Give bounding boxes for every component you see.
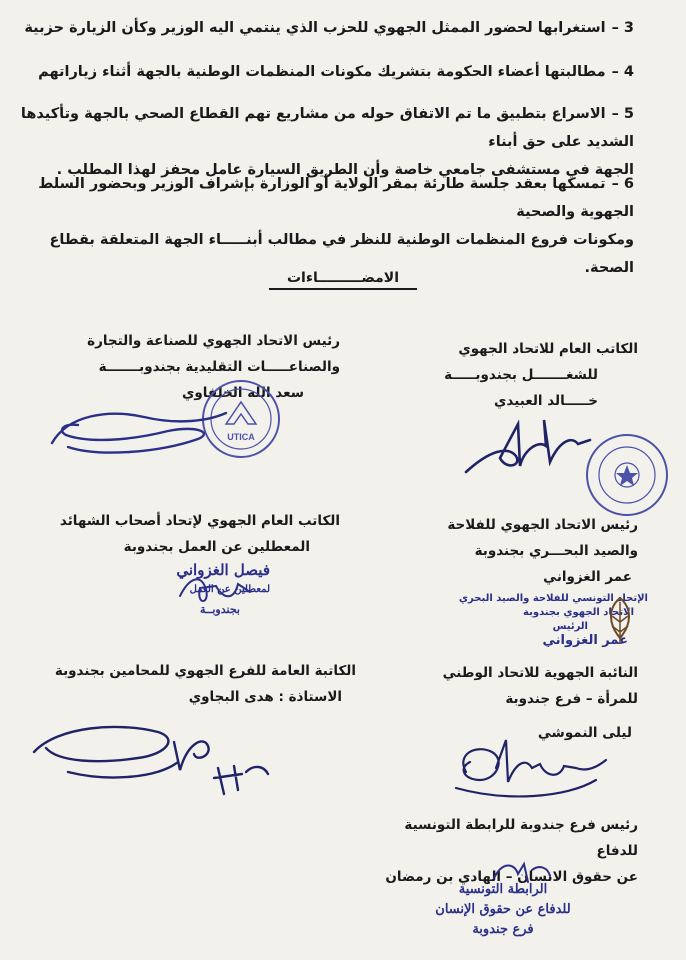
point-6-number: 6 – <box>611 176 634 192</box>
farmers-title-line2: والصيد البحـــري بجندوبة <box>474 543 638 559</box>
ugtt-signature <box>460 410 610 490</box>
graduates-hand-line2: لمعطلين عن العمل <box>189 584 270 595</box>
point-4-number: 4 – <box>611 64 634 80</box>
point-3-number: 3 – <box>611 20 634 36</box>
utica-signature <box>48 395 238 465</box>
ugtt-title-line2: للشغـــــــل بجندوبـــــة <box>444 367 598 383</box>
farmers-emblem <box>600 594 640 650</box>
ugtt-title-line1: الكاتب العام للاتحاد الجهوي <box>458 341 638 357</box>
point-4-text: مطالبتها أعضاء الحكومة بتشريك مكونات المنظمات الوطنية بالجهة أثناء زياراتهم <box>38 64 606 80</box>
ltdh-stamp-line1: الرابطة التونسية <box>458 882 548 897</box>
utica-title-line2: والصناعـــــات التقليدية بجندوبـــــــة <box>98 359 340 375</box>
graduates-title-line2: المعطلين عن العمل بجندوبة <box>123 539 310 555</box>
farmers-title-line1: رئيس الاتحاد الجهوي للفلاحة <box>447 517 638 533</box>
graduates-signature <box>176 566 266 616</box>
point-5-number: 5 – <box>611 106 634 122</box>
point-3 <box>14 14 634 42</box>
lawyers-name: الاستاذة : هدى البجاوي <box>188 689 342 705</box>
farmers-stamp-name: عمر الغزواني <box>542 633 628 648</box>
ugtt-signatory <box>398 336 638 414</box>
ltdh-signature <box>488 858 558 888</box>
ltdh-stamp-line3: فرع جندوبة <box>472 922 534 937</box>
women-signature <box>436 728 616 808</box>
point-5-line2: الجهة في مستشفى جامعي خاصة وأن الطريق السيارة عامل محفز لهذا المطلب . <box>56 162 634 178</box>
farmers-signatory <box>398 512 638 590</box>
women-name: ليلى النموشي <box>537 725 632 741</box>
signatures-title: الامضـــــــــاءات <box>0 270 686 286</box>
point-3-text: استغرابها لحضور الممثل الجهوي للحزب الذي ينتمي اليه الوزير وكأن الزيارة حزبية <box>24 20 606 36</box>
graduates-hand-line3: بجندوبــة <box>200 603 240 616</box>
ltdh-title-line1: رئيس فرع جندوبة للرابطة التونسية للدفاع <box>404 817 638 859</box>
graduates-signatory <box>40 508 340 560</box>
svg-text:UTICA: UTICA <box>227 432 255 442</box>
farmers-stamp-line3: الرئيس <box>552 621 588 632</box>
utica-name: سعد الله الخلفاوي <box>182 385 304 401</box>
farmers-stamp-line2: الاتحاد الجهوي بجندوبة <box>523 607 634 618</box>
point-4 <box>14 58 634 86</box>
lawyers-title-line1: الكاتبة العامة للفرع الجهوي للمحامين بجندوبة <box>54 663 356 679</box>
graduates-title-line1: الكاتب العام الجهوي لإتحاد أصحاب الشهائد <box>59 513 340 529</box>
lawyers-signatory <box>36 658 356 710</box>
lawyers-signature <box>28 712 288 802</box>
farmers-stamp-line1: الإتحاد التونسي للفلاحة والصيد البحري <box>458 593 648 604</box>
ltdh-title-line2: عن حقوق الانسان – الهادي بن رمضان <box>385 869 638 885</box>
ltdh-stamp <box>408 880 598 940</box>
graduates-hand-name: فيصل الغزواني <box>176 561 270 579</box>
point-6 <box>14 170 634 282</box>
utica-title-line1: رئيس الاتحاد الجهوي للصناعة والتجارة <box>87 333 340 349</box>
ugtt-name: خـــــالد العبيدي <box>494 393 598 409</box>
women-title-line1: النائبة الجهوية للاتحاد الوطني <box>442 665 638 681</box>
point-5-line1: الاسراع بتطبيق ما تم الاتفاق حوله من مشاريع تهم القطاع الصحي بالجهة وتأكيدها الشديد على حق أبناء <box>20 106 634 150</box>
point-6-line2: ومكونات فروع المنظمات الوطنية للنظر في مطالب أبنـــــاء الجهة المتعلقة بقطاع الصحة. <box>49 232 634 276</box>
farmers-name: عمر الغزواني <box>543 569 632 585</box>
ltdh-stamp-line2: للدفاع عن حقوق الإنسان <box>435 902 571 917</box>
women-title-line2: للمرأة – فرع جندوبة <box>505 691 638 707</box>
point-6-line1: تمسكها بعقد جلسة طارئة بمقر الولاية أو الوزارة بإشراف الوزير وبحضور السلط الجهوية والصحية <box>38 176 634 220</box>
